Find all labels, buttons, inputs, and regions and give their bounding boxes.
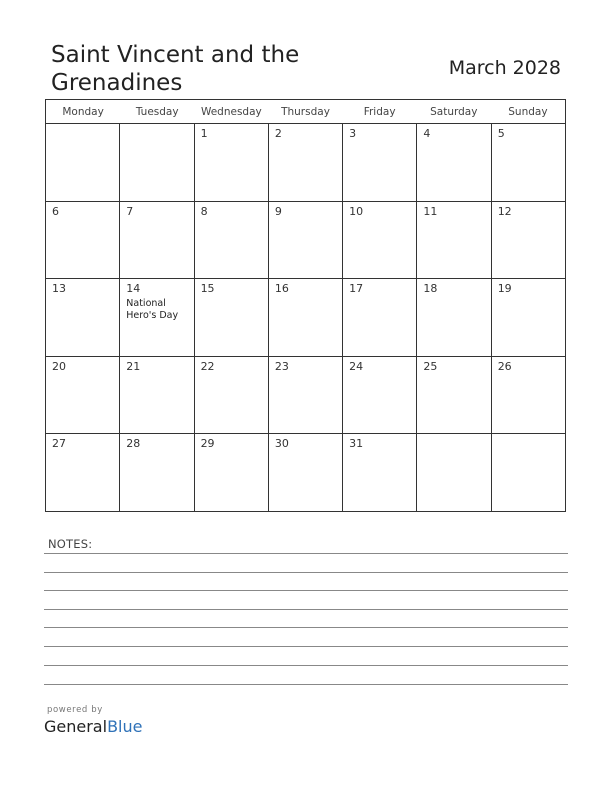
day-cell [416, 357, 490, 434]
day-cell [268, 434, 342, 511]
day-cell [342, 279, 416, 356]
day-number: 7 [126, 204, 134, 218]
day-number: 21 [126, 359, 141, 373]
day-cell [119, 279, 193, 356]
weekday-header-row [46, 100, 565, 124]
generalblue-logo [44, 717, 142, 737]
note-line [44, 590, 568, 591]
day-number: 19 [497, 282, 512, 296]
weekday-saturday: Saturday [430, 106, 478, 118]
weekday-friday: Friday [363, 106, 396, 118]
day-cell [194, 357, 268, 434]
week-row [46, 278, 565, 356]
day-cell [46, 434, 119, 511]
weekday-tuesday: Tuesday [135, 106, 179, 118]
day-number: 1 [200, 127, 208, 140]
day-cell [416, 434, 490, 511]
country-title-line-2: Grenadines [51, 70, 183, 96]
day-number: 24 [349, 359, 364, 373]
day-cell [194, 434, 268, 511]
powered-by-text: powered by [47, 705, 103, 715]
day-number: 16 [274, 282, 289, 296]
day-number: 11 [423, 204, 438, 218]
note-line [44, 684, 568, 685]
day-number: 30 [274, 437, 289, 451]
day-number: 5 [497, 127, 505, 140]
day-cell [342, 434, 416, 511]
day-number: 14 [126, 282, 141, 296]
weekday-sunday: Sunday [508, 106, 548, 118]
day-number: 12 [497, 204, 512, 218]
note-line [44, 553, 568, 554]
day-number: 9 [274, 204, 282, 218]
day-cell [46, 279, 119, 356]
day-cell [416, 124, 490, 201]
day-number: 6 [52, 204, 59, 218]
logo-blue: Blue [107, 717, 143, 736]
day-number: 27 [52, 437, 66, 451]
notes-label: NOTES: [48, 537, 93, 551]
day-cell [491, 434, 565, 511]
holiday-label: National Hero's Day [126, 298, 179, 322]
day-cell [268, 357, 342, 434]
day-number: 13 [52, 282, 66, 296]
day-cell [46, 124, 119, 201]
day-number: 15 [200, 282, 215, 296]
country-title-line-1: Saint Vincent and the [51, 42, 300, 68]
day-cell [416, 279, 490, 356]
note-line [44, 665, 568, 666]
day-number: 2 [274, 127, 282, 140]
day-cell [342, 124, 416, 201]
country-title [51, 41, 351, 97]
day-number: 26 [497, 359, 512, 373]
day-cell [491, 357, 565, 434]
day-cell [342, 202, 416, 279]
day-number: 20 [52, 359, 66, 373]
day-number: 25 [423, 359, 438, 373]
day-cell [491, 202, 565, 279]
day-cell [194, 279, 268, 356]
week-row [46, 124, 565, 201]
note-line [44, 609, 568, 610]
day-cell [416, 202, 490, 279]
week-row [46, 201, 565, 279]
day-number: 18 [423, 282, 438, 296]
day-cell [46, 357, 119, 434]
week-row [46, 433, 565, 511]
note-line [44, 646, 568, 647]
day-number: 17 [349, 282, 364, 296]
logo-general: General [44, 717, 108, 736]
day-cell [119, 202, 193, 279]
day-cell [342, 357, 416, 434]
day-cell [268, 279, 342, 356]
day-number: 23 [274, 359, 289, 373]
day-cell [194, 202, 268, 279]
weekday-wednesday: Wednesday [200, 106, 262, 118]
day-cell [119, 434, 193, 511]
day-number: 29 [200, 437, 215, 451]
day-number: 4 [423, 127, 431, 140]
day-number: 31 [349, 437, 364, 451]
note-line [44, 572, 568, 573]
calendar-body [46, 124, 565, 511]
calendar-grid [45, 99, 566, 512]
month-title: March 2028 [448, 57, 561, 79]
day-number: 8 [200, 204, 208, 218]
day-number: 22 [200, 359, 215, 373]
day-number: 28 [126, 437, 141, 451]
week-row [46, 356, 565, 434]
day-number: 10 [349, 204, 364, 218]
day-number: 3 [349, 127, 357, 140]
weekday-monday: Monday [62, 106, 104, 118]
day-cell [491, 279, 565, 356]
weekday-thursday: Thursday [281, 106, 330, 118]
day-cell [491, 124, 565, 201]
day-cell [268, 202, 342, 279]
day-cell [194, 124, 268, 201]
note-line [44, 627, 568, 628]
day-cell [119, 357, 193, 434]
day-cell [46, 202, 119, 279]
day-cell [119, 124, 193, 201]
day-cell [268, 124, 342, 201]
